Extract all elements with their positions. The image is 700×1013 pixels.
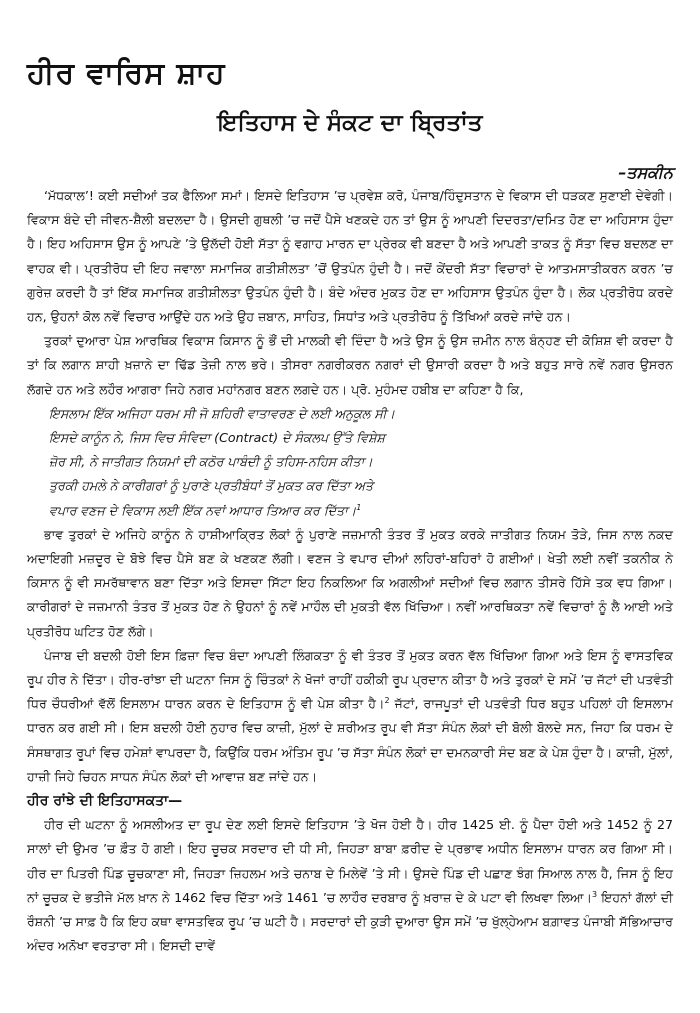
paragraph-3: ਭਾਵ ਤੁਰਕਾਂ ਦੇ ਅਜਿਹੇ ਕਾਨੂੰਨ ਨੇ ਹਾਸ਼ੀਆਕ੍ਰਿਤ ਲੋਕਾਂ ਨੂੰ ਪੁਰਾਣੇ ਜਜ਼ਮਾਨੀ ਤੰਤਰ ਤੋਂ ਮੁਕਤ ਕਰਕੇ ਜਾਤੀਗਤ ਨਿਯਮ ਤੋੜੇ, ਜਿਸ ਨਾਲ ਨਕਦ ਅਦਾਇਗੀ ਮਜ਼ਦੂਰ ਦੇ ਬੋਝੇ ਵਿਚ ਪੈਸੇ ਬਣ ਕੇ ਖਣਕਣ ਲੱਗੀ। ਵਣਜ ਤੇ ਵਪਾਰ ਦੀਆਂ ਲਹਿਰਾਂ-ਬਹਿਰਾਂ ਹੋ ਗਈਆਂ। ਖੇਤੀ ਲਈ ਨਵੀਂ ਤਕਨੀਕ ਨੇ ਕਿਸਾਨ ਨੂੰ ਵੀ ਸਮਰੱਥਾਵਾਨ ਬਣਾ ਦਿੱਤਾ ਅਤੇ ਇਸਦਾ ਸਿੱਟਾ ਇਹ ਨਿਕਲਿਆ ਕਿ ਅਗਲੀਆਂ ਸਦੀਆਂ ਵਿਚ ਲਗਾਨ ਤੀਸਰੇ ਹਿੱਸੇ ਤਕ ਵਧ ਗਿਆ। ਕਾਰੀਗਰਾਂ ਦੇ ਜਜ਼ਮਾਨੀ ਤੰਤਰ ਤੋਂ ਮੁਕਤ ਹੋਣ ਨੇ ਉਹਨਾਂ ਨੂੰ ਨਵੇਂ ਮਾਹੌਲ ਦੀ ਮੁਕਤੀ ਵੱਲ ਖਿੱਚਿਆ। ਨਵੀਂ ਆਰਥਿਕਤਾ ਨਵੇਂ ਵਿਚਾਰਾਂ ਨੂੰ ਲੈ ਆਈ ਅਤੇ ਪ੍ਰਤੀਰੋਧ ਘਟਿਤ ਹੋਣ ਲੱਗੇ। [27,526,673,639]
quote-line: ਜ਼ੋਰ ਸੀ, ਨੇ ਜਾਤੀਗਤ ਨਿਯਮਾਂ ਦੀ ਕਠੋਰ ਪਾਬੰਦੀ ਨੂੰ ਤਹਿਸ-ਨਹਿਸ ਕੀਤਾ। [49,454,373,470]
paragraph-2: ਤੁਰਕਾਂ ਦੁਆਰਾ ਪੇਸ਼ ਆਰਥਿਕ ਵਿਕਾਸ ਕਿਸਾਨ ਨੂੰ ਭੌਂ ਦੀ ਮਾਲਕੀ ਵੀ ਦਿੰਦਾ ਹੈ ਅਤੇ ਉਸ ਨੂੰ ਉਸ ਜ਼ਮੀਨ ਨਾਲ ਬੰਨ੍ਹਣ ਦੀ ਕੋਸ਼ਿਸ਼ ਵੀ ਕਰਦਾ ਹੈ ਤਾਂ ਕਿ ਲਗਾਨ ਸ਼ਾਹੀ ਖ਼ਜ਼ਾਨੇ ਦਾ ਢਿੱਡ ਤੇਜ਼ੀ ਨਾਲ ਭਰੇ। ਤੀਸਰਾ ਨਗਰੀਕਰਨ ਨਗਰਾਂ ਦੀ ਉਸਾਰੀ ਕਰਦਾ ਹੈ ਅਤੇ ਬਹੁਤ ਸਾਰੇ ਨਵੇਂ ਨਗਰ ਉਸਰਨ ਲੱਗਦੇ ਹਨ ਅਤੇ ਲਹੌਰ ਆਗਰਾ ਜਿਹੇ ਨਗਰ ਮਹਾਂਨਗਰ ਬਣਨ ਲਗਦੇ ਹਨ। ਪ੍ਰੋ. ਮੁਹੰਮਦ ਹਬੀਬ ਦਾ ਕਹਿਣਾ ਹੈ ਕਿ, [27,333,673,397]
block-quote [27,402,673,523]
quote-line-last [49,499,655,523]
quote-line-text: ਵਪਾਰ ਵਣਜ ਦੇ ਵਿਕਾਸ ਲਈ ਇੱਕ ਨਵਾਂ ਆਧਾਰ ਤਿਆਰ ਕਰ ਦਿੱਤਾ। [49,502,357,518]
paragraph-4 [27,644,673,789]
footnote-marker: 3 [592,889,598,899]
quote-line: ਤੁਰਕੀ ਹਮਲੇ ਨੇ ਕਾਰੀਗਰਾਂ ਨੂੰ ਪੁਰਾਣੇ ਪ੍ਰਤੀਬੰਧਾਂ ਤੋਂ ਮੁਕਤ ਕਰ ਦਿੱਤਾ ਅਤੇ [49,478,374,494]
paragraph-5-continued: ਇਹਨਾਂ ਗੱਲਾਂ ਦੀ ਰੌਸ਼ਨੀ ’ਚ ਸਾਫ਼ ਹੈ ਕਿ ਇਹ ਕਥਾ ਵਾਸਤਵਿਕ ਰੂਪ ’ਚ ਘਟੀ ਹੈ। ਸਰਦਾਰਾਂ ਦੀ ਕੁੜੀ ਦੁਆਰਾ ਉਸ ਸਮੇਂ ’ਚ ਖੁੱਲ੍ਹੇਆਮ ਬਗ਼ਾਵਤ ਪੰਜਾਬੀ ਸੱਭਿਆਚਾਰ ਅੰਦਰ ਅਨੋਖਾ ਵਰਤਾਰਾ ਸੀ। ਇਸਦੀ ਦਾਵੇਂ [27,889,674,954]
paragraph-5-text: ਹੀਰ ਦੀ ਘਟਨਾ ਨੂੰ ਅਸਲੀਅਤ ਦਾ ਰੂਪ ਦੇਣ ਲਈ ਇਸਦੇ ਇਤਿਹਾਸ ’ਤੇ ਖੋਜ ਹੋਈ ਹੈ। ਹੀਰ 1425 ਈ. ਨੂੰ ਪੈਦਾ ਹੋਈ ਅਤੇ 1452 ਨੂੰ 27 ਸਾਲਾਂ ਦੀ ਉਮਰ ’ਚ ਫ਼ੌਤ ਹੋ ਗਈ। ਇਹ ਚੂਚਕ ਸਰਦਾਰ ਦੀ ਧੀ ਸੀ, ਜਿਹੜਾ ਬਾਬਾ ਫ਼ਰੀਦ ਦੇ ਪ੍ਰਭਾਵ ਅਧੀਨ ਇਸਲਾਮ ਧਾਰਨ ਕਰ ਗਿਆ ਸੀ। ਹੀਰ ਦਾ ਪਿਤਰੀ ਪਿੰਡ ਚੂਚਕਾਣਾ ਸੀ, ਜਿਹੜਾ ਜ਼ਿਹਲਮ ਅਤੇ ਚਨਾਬ ਦੇ ਮਿਲੇਵੇਂ ’ਤੇ ਸੀ। ਉਸਦੇ ਪਿੰਡ ਦੀ ਪਛਾਣ ਝੰਗ ਸਿਆਲ ਨਾਲ ਹੈ, ਜਿਸ ਨੂੰ ਇਹ ਨਾਂ ਚੂਚਕ ਦੇ ਭਤੀਜੇ ਮੱਲ ਖ਼ਾਨ ਨੇ 1462 ਵਿਚ ਦਿੱਤਾ ਅਤੇ 1461 ’ਚ ਲਾਹੌਰ ਦਰਬਾਰ ਨੂੰ ਖ਼ਰਾਜ਼ ਦੇ ਕੇ ਪਟਾ ਵੀ ਲਿਖਵਾ ਲਿਆ। [27,817,673,905]
paragraph-5 [27,813,673,958]
author-name: –ਤਸਕੀਨ [618,163,673,182]
quote-line: ਇਸਦੇ ਕਾਨੂੰਨ ਨੇ, ਜਿਸ ਵਿਚ ਸੰਵਿਦਾ (Contract) ਦੇ ਸੰਕਲਪ ਉੱਤੇ ਵਿਸ਼ੇਸ਼ [49,430,385,446]
paragraph-1: ‘ਮੱਧਕਾਲ’! ਕਈ ਸਦੀਆਂ ਤਕ ਫੈਲਿਆ ਸਮਾਂ। ਇਸਦੇ ਇਤਿਹਾਸ ’ਚ ਪ੍ਰਵੇਸ਼ ਕਰੋ, ਪੰਜਾਬ/ਹਿੰਦੁਸਤਾਨ ਦੇ ਵਿਕਾਸ ਦੀ ਧੜਕਣ ਸੁਣਾਈ ਦੇਵੇਗੀ। ਵਿਕਾਸ ਬੰਦੇ ਦੀ ਜੀਵਨ-ਸ਼ੈਲੀ ਬਦਲਦਾ ਹੈ। ਉਸਦੀ ਗੁਥਲੀ ’ਚ ਜਦੋਂ ਪੈਸੇ ਖਣਕਦੇ ਹਨ ਤਾਂ ਉਸ ਨੂੰ ਆਪਣੀ ਦਿਦਰਤਾ/ਦਮਿਤ ਹੋਣ ਦਾ ਅਹਿਸਾਸ ਹੁੰਦਾ ਹੈ। ਇਹ ਅਹਿਸਾਸ ਉਸ ਨੂੰ ਆਪਣੇ ’ਤੇ ਉਲੱਦੀ ਹੋਈ ਸੱਤਾ ਨੂੰ ਵਗਾਹ ਮਾਰਨ ਦਾ ਪ੍ਰੇਰਕ ਵੀ ਬਣਦਾ ਹੈ ਅਤੇ ਆਪਣੀ ਤਾਕਤ ਨੂੰ ਸੱਤਾ ਵਿਚ ਬਦਲਣ ਦਾ ਵਾਹਕ ਵੀ। ਪ੍ਰਤੀਰੋਧ ਦੀ ਇਹ ਜਵਾਲਾ ਸਮਾਜਿਕ ਗਤੀਸ਼ੀਲਤਾ ’ਚੋਂ ਉਤਪੰਨ ਹੁੰਦੀ ਹੈ। ਜਦੋਂ ਕੇਂਦਰੀ ਸੱਤਾ ਵਿਚਾਰਾਂ ਦੇ ਆਤਮਸਾਤੀਕਰਨ ਕਰਨ ’ਚ ਗੁਰੇਜ਼ ਕਰਦੀ ਹੈ ਤਾਂ ਇੱਕ ਸਮਾਜਿਕ ਗਤੀਸ਼ੀਲਤਾ ਉਤਪੰਨ ਹੁੰਦੀ ਹੈ। ਬੰਦੇ ਅੰਦਰ ਮੁਕਤ ਹੋਣ ਦਾ ਅਹਿਸਾਸ ਉਤਪੰਨ ਹੁੰਦਾ ਹੈ। ਲੋਕ ਪ੍ਰਤੀਰੋਧ ਕਰਦੇ ਹਨ, ਉਹਨਾਂ ਕੋਲ ਨਵੇਂ ਵਿਚਾਰ ਆਉਂਦੇ ਹਨ ਅਤੇ ਉਹ ਜ਼ਬਾਨ, ਸਾਹਿਤ, ਸਿਧਾਂਤ ਅਤੇ ਪ੍ਰਤੀਰੋਧ ਨੂੰ ਤਿੱਖਿਆਂ ਕਰਦੇ ਜਾਂਦੇ ਹਨ। [27,188,673,325]
document-title: ਹੀਰ ਵਾਰਿਸ ਸ਼ਾਹ [27,56,226,91]
document-subtitle: ਇਤਿਹਾਸ ਦੇ ਸੰਕਟ ਦਾ ਬ੍ਰਿਤਾਂਤ [217,110,483,136]
paragraph-4-text: ਪੰਜਾਬ ਦੀ ਬਦਲੀ ਹੋਈ ਇਸ ਫ਼ਿਜ਼ਾ ਵਿਚ ਬੰਦਾ ਆਪਣੀ ਲਿੰਗਕਤਾ ਨੂੰ ਵੀ ਤੰਤਰ ਤੋਂ ਮੁਕਤ ਕਰਨ ਵੱਲ ਖਿੱਚਿਆ ਗਿਆ ਅਤੇ ਇਸ ਨੂੰ ਵਾਸਤਵਿਕ ਰੂਪ ਹੀਰ ਨੇ ਦਿੱਤਾ। ਹੀਰ-ਰਾਂਝਾ ਦੀ ਘਟਨਾ ਜਿਸ ਨੂੰ ਚਿੰਤਕਾਂ ਨੇ ਖੋਜਾਂ ਰਾਹੀਂ ਹਕੀਕੀ ਰੂਪ ਪ੍ਰਦਾਨ ਕੀਤਾ ਹੈ ਅਤੇ ਤੁਰਕਾਂ ਦੇ ਸਮੇਂ ’ਚ ਜੱਟਾਂ ਦੀ ਪਤਵੰਤੀ ਧਿਰ ਚੌਧਰੀਆਂ ਵੱਲੋਂ ਇਸਲਾਮ ਧਾਰਨ ਕਰਨ ਦੇ ਇਤਿਹਾਸ ਨੂੰ ਵੀ ਪੇਸ਼ ਕੀਤਾ ਹੈ। [27,647,673,712]
paragraph-4-continued: ਜੱਟਾਂ, ਰਾਜਪੂਤਾਂ ਦੀ ਪਤਵੰਤੀ ਧਿਰ ਬਹੁਤ ਪਹਿਲਾਂ ਹੀ ਇਸਲਾਮ ਧਾਰਨ ਕਰ ਗਈ ਸੀ। ਇਸ ਬਦਲੀ ਹੋਈ ਨੁਹਾਰ ਵਿਚ ਕਾਜ਼ੀ, ਮੁੱਲਾਂ ਦੇ ਸ਼ਰੀਅਤ ਰੂਪ ਵੀ ਸੱਤਾ ਸੰਪੰਨ ਲੋਕਾਂ ਦੀ ਬੋਲੀ ਬੋਲਦੇ ਸਨ, ਜਿਹਾ ਕਿ ਧਰਮ ਦੇ ਸੰਸਥਾਗਤ ਰੂਪਾਂ ਵਿਚ ਹਮੇਸ਼ਾਂ ਵਾਪਰਦਾ ਹੈ, ਕਿਉਂਕਿ ਧਰਮ ਅੰਤਿਮ ਰੂਪ ’ਚ ਸੱਤਾ ਸੰਪੰਨ ਲੋਕਾਂ ਦਾ ਦਮਨਕਾਰੀ ਸੰਦ ਬਣ ਕੇ ਪੇਸ਼ ਹੁੰਦਾ ਹੈ। ਕਾਜ਼ੀ, ਮੁੱਲਾਂ, ਹਾਜ਼ੀ ਜਿਹੇ ਚਿਹਨ ਸਾਧਨ ਸੰਪੰਨ ਲੋਕਾਂ ਦੀ ਆਵਾਜ਼ ਬਣ ਜਾਂਦੇ ਹਨ। [27,696,673,784]
section-heading: ਹੀਰ ਰਾਂਝੇ ਦੀ ਇਤਿਹਾਸਕਤਾ— [27,793,183,810]
quote-line: ਇਸਲਾਮ ਇੱਕ ਅਜਿਹਾ ਧਰਮ ਸੀ ਜੋ ਸ਼ਹਿਰੀ ਵਾਤਾਵਰਣ ਦੇ ਲਈ ਅਨੁਕੂਲ ਸੀ। [49,405,395,421]
footnote-marker: 1 [356,502,362,512]
footnote-marker: 2 [384,696,390,706]
